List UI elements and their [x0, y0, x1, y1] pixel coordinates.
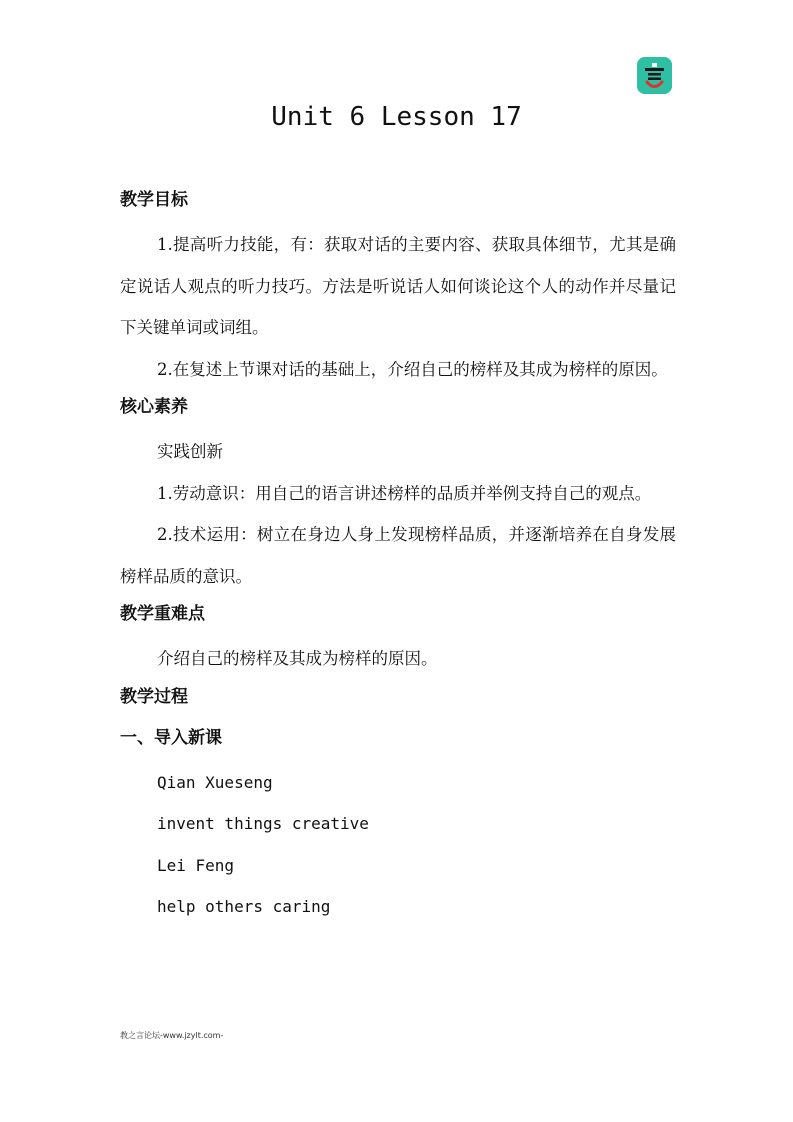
section-heading-teaching-goals: 教学目标 [120, 190, 188, 210]
list-item: help others caring [157, 897, 331, 916]
paragraph: 介绍自己的榜样及其成为榜样的原因。 [157, 649, 438, 668]
paragraph: 1.提高听力技能，有：获取对话的主要内容、获取具体细节，尤其是确定说话人观点的听力技巧。方法是听说话人如何谈论这个人的动作并尽量记下关键单词或词组。 [120, 235, 676, 337]
list-item: Lei Feng [157, 855, 235, 875]
yan-character-logo-icon [637, 57, 672, 94]
paragraph: 1.劳动意识：用自己的语言讲述榜样的品质并举例支持自己的观点。 [157, 483, 652, 503]
site-logo [637, 57, 672, 94]
footer-watermark: 教之言论坛-www.jzylt.com- [120, 1031, 224, 1040]
section-heading-key-points: 教学重难点 [120, 604, 205, 624]
list-item: Qian Xueseng [157, 772, 273, 792]
section-heading-core-literacy: 核心素养 [120, 397, 188, 417]
paragraph: 2.在复述上节课对话的基础上，介绍自己的榜样及其成为榜样的原因。 [157, 359, 668, 379]
section-heading-process: 教学过程 [120, 686, 188, 707]
document-body [120, 183, 676, 928]
paragraph: 2.技术运用：树立在身边人身上发现榜样品质，并逐渐培养在自身发展榜样品质的意识。 [120, 525, 676, 586]
page-title: Unit 6 Lesson 17 [271, 102, 522, 132]
paragraph: 实践创新 [157, 442, 223, 461]
subsection-heading-intro: 一、导入新课 [120, 727, 222, 748]
list-item: invent things creative [157, 814, 369, 833]
